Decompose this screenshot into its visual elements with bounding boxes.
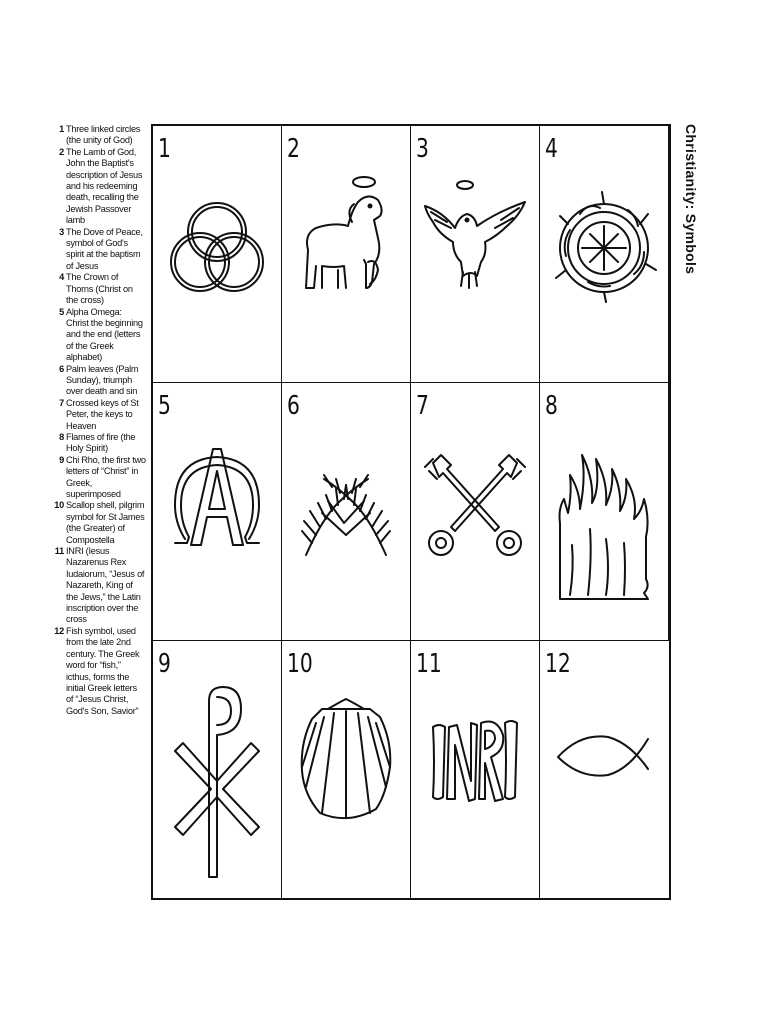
cell-number: 2: [287, 134, 300, 164]
legend-text: Chi Rho, the first two letters of “Christ” in Greek, superimposed: [66, 454, 146, 499]
legend-item-7: [54, 398, 146, 432]
symbol-cell-7: [411, 383, 540, 640]
legend-item-5: [54, 307, 146, 364]
legend-item-3: [54, 227, 146, 273]
legend-text: Three linked circles (the unity of God): [66, 124, 141, 146]
symbol-cell-10: [282, 641, 411, 898]
legend-item-10: [54, 500, 146, 546]
symbol-cell-4: [540, 126, 669, 383]
dove-icon: [411, 162, 539, 378]
legend-item-11: [54, 546, 146, 626]
legend-item-1: [54, 124, 146, 147]
symbol-cell-9: [153, 641, 282, 898]
legend-number: 8: [59, 431, 64, 442]
symbol-cell-8: [540, 383, 669, 640]
cell-number: 1: [158, 134, 171, 164]
symbol-cell-11: [411, 641, 540, 898]
legend-number: 1: [59, 124, 64, 134]
symbol-cell-5: [153, 383, 282, 640]
legend-text: Flames of fire (the Holy Spirit): [66, 431, 136, 454]
symbol-cell-6: [282, 383, 411, 640]
cell-number: 5: [158, 391, 171, 422]
palm-leaves-icon: [282, 419, 410, 635]
legend-number: 12: [54, 625, 64, 636]
crossed-keys-icon: [411, 419, 539, 635]
legend-text: Palm leaves (Palm Sunday), triumph over death and sin: [66, 363, 139, 397]
cell-number: 3: [416, 134, 429, 164]
legend-text: Crossed keys of St Peter, the keys to Heaven: [66, 397, 139, 431]
symbol-cell-12: [540, 641, 669, 898]
cell-number: 4: [545, 134, 558, 164]
legend-number: 3: [59, 226, 64, 237]
inri-icon: [411, 677, 539, 893]
symbol-cell-3: [411, 126, 540, 383]
cell-number: 7: [416, 391, 429, 422]
cell-number: 12: [545, 648, 571, 679]
legend-text: INRI (Iesus Nazarenus Rex Iudaiorum, “Jesus of Nazareth, King of the Jews,” the Latin inscription over the cross: [66, 546, 145, 625]
symbol-grid: [151, 124, 671, 900]
legend-number: 10: [54, 500, 64, 511]
legend-item-8: [54, 432, 146, 455]
legend-item-6: [54, 364, 146, 398]
legend-item-9: [54, 455, 146, 501]
legend-number: 7: [59, 397, 64, 408]
cell-number: 10: [287, 648, 313, 679]
alpha-omega-icon: [153, 419, 281, 635]
legend-text: Scallop shell, pilgrim symbol for St James (the Greater) of Compostella: [66, 500, 145, 545]
linked-circles-icon: [153, 162, 281, 378]
legend-item-4: [54, 272, 146, 306]
legend-item-12: [54, 626, 146, 717]
cell-number: 8: [545, 391, 558, 422]
legend-item-2: [54, 147, 146, 227]
cell-number: 11: [416, 648, 442, 679]
scallop-shell-icon: [282, 677, 410, 893]
legend-text: The Lamb of God, John the Baptist's description of Jesus and his redeeming death, recalling the Jewish Passover lamb: [66, 146, 143, 226]
legend-text: Fish symbol, used from the late 2nd century. The Greek word for “fish,” icthus, forms the initial Greek letters of “Jesus Christ, God's Son, Savior”: [66, 625, 140, 716]
title-text: Christianity: Symbols: [683, 124, 699, 275]
page-title: [683, 124, 703, 324]
crown-of-thorns-icon: [540, 162, 668, 378]
legend-text: The Crown of Thorns (Christ on the cross): [66, 272, 133, 306]
chi-rho-icon: [153, 677, 281, 893]
cell-number: 6: [287, 391, 300, 422]
cell-number: 9: [158, 648, 171, 679]
flames-icon: [540, 419, 668, 635]
legend-number: 2: [59, 146, 64, 157]
legend-number: 5: [59, 306, 64, 317]
symbol-legend: [54, 124, 146, 717]
fish-icon: [540, 677, 668, 893]
legend-text: The Dove of Peace, symbol of God's spirit at the baptism of Jesus: [66, 226, 143, 271]
legend-number: 4: [59, 272, 64, 283]
legend-number: 6: [59, 363, 64, 374]
legend-text: Alpha Omega: Christ the beginning and the end (letters of the Greek alphabet): [66, 306, 143, 363]
symbol-cell-2: [282, 126, 411, 383]
legend-number: 9: [59, 454, 64, 465]
symbol-cell-1: [153, 126, 282, 383]
lamb-icon: [282, 162, 410, 378]
legend-number: 11: [54, 546, 64, 557]
